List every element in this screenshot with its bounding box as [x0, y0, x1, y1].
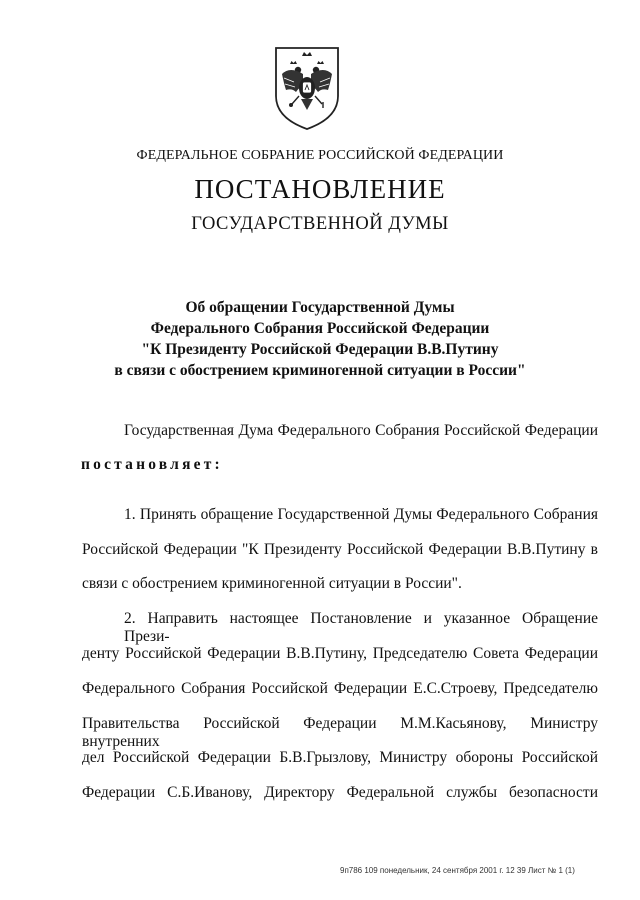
assembly-name: ФЕДЕРАЛЬНОЕ СОБРАНИЕ РОССИЙСКОЙ ФЕДЕРАЦИИ: [136, 148, 504, 163]
page-footer: 9п786 109 понедельник, 24 сентября 2001 г. 12 39 Лист № 1 (1): [340, 866, 575, 875]
preamble-line: Государственная Дума Федерального Собрания Российской Федерации: [124, 422, 598, 439]
paragraph-line: 2. Направить настоящее Постановление и указанное Обращение Прези-: [124, 610, 598, 645]
subject-line: Об обращении Государственной Думы: [185, 299, 455, 316]
document-subject: [0, 297, 640, 381]
paragraph-line: Правительства Российской Федерации М.М.Касьянову, Министру внутренних: [82, 715, 598, 750]
subject-line: Федерального Собрания Российской Федерации: [150, 320, 490, 337]
paragraph-line: связи с обострением криминогенной ситуации в России".: [82, 575, 462, 592]
subject-line: в связи с обострением криминогенной ситуации в России": [114, 362, 526, 379]
resolves-word: постановляет:: [81, 456, 223, 473]
document-type-title: ПОСТАНОВЛЕНИЕ: [194, 174, 446, 204]
russian-coat-of-arms-icon: [272, 44, 342, 132]
paragraph-line: Федерального Собрания Российской Федерации Е.С.Строеву, Председателю: [82, 680, 598, 697]
paragraph-line: дел Российской Федерации Б.В.Грызлову, Министру обороны Российской: [82, 749, 598, 766]
paragraph-line: Федерации С.Б.Иванову, Директору Федеральной службы безопасности: [82, 784, 598, 801]
paragraph-line: 1. Принять обращение Государственной Думы Федерального Собрания: [124, 506, 598, 523]
issuing-body-title: ГОСУДАРСТВЕННОЙ ДУМЫ: [191, 214, 449, 234]
paragraph-line: Российской Федерации "К Президенту Российской Федерации В.В.Путину в: [82, 541, 598, 558]
paragraph-line: денту Российской Федерации В.В.Путину, Председателю Совета Федерации: [82, 645, 598, 662]
subject-line: "К Президенту Российской Федерации В.В.Путину: [141, 341, 499, 358]
